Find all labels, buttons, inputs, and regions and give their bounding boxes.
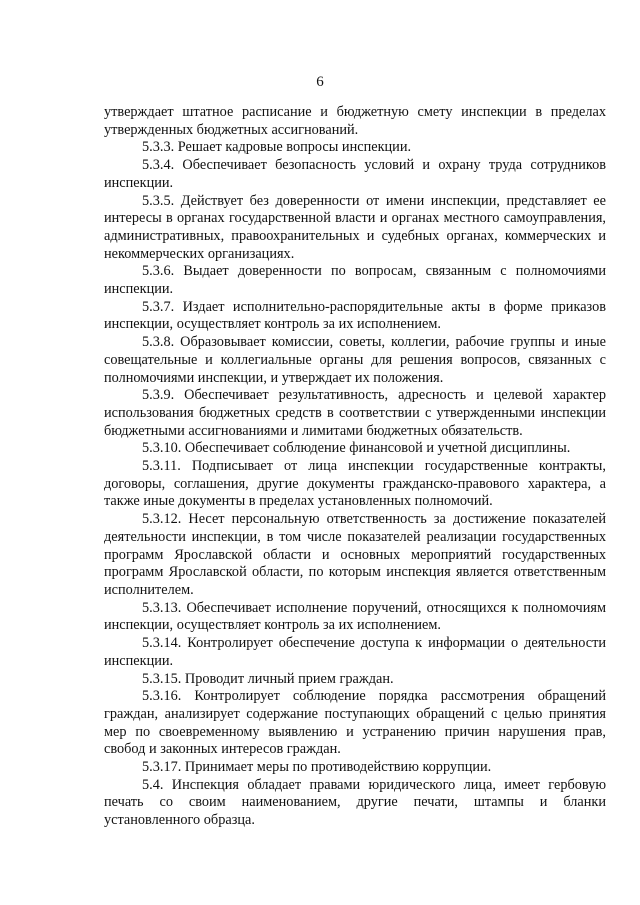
paragraph-5-3-10: 5.3.10. Обеспечивает соблюдение финансовой и учетной дисциплины.	[142, 440, 571, 457]
paragraph-5-3-12: 5.3.12. Несет персональную ответственность за достижение показателей деятельности инспекции, в том числе показателей реализации государственных программ Ярославской области и основных мероприятий государственных программ Ярославской области, по которым инспекция является ответственным исполнителем.	[104, 511, 606, 598]
paragraph-continuation: утверждает штатное расписание и бюджетную смету инспекции в пределах утвержденных бюджетных ассигнований.	[104, 104, 606, 138]
paragraph-5-3-15: 5.3.15. Проводит личный прием граждан.	[142, 670, 394, 687]
page-number: 6	[316, 74, 324, 90]
paragraph-5-3-9: 5.3.9. Обеспечивает результативность, адресность и целевой характер использования бюджетных средств в соответствии с утвержденными инспекции бюджетными ассигнованиями и лимитами бюджетных обязательств.	[104, 387, 606, 439]
paragraph-5-3-7: 5.3.7. Издает исполнительно-распорядительные акты в форме приказов инспекции, осуществляет контроль за их исполнением.	[104, 298, 606, 333]
paragraph-5-3-13: 5.3.13. Обеспечивает исполнение поручений, относящихся к полномочиям инспекции, осуществляет контроль за их исполнением.	[104, 599, 606, 634]
paragraph-5-3-16: 5.3.16. Контролирует соблюдение порядка рассмотрения обращений граждан, анализирует содержание поступающих обращений с целью принятия мер по своевременному выявлению и устранению причин нарушения прав, свобод и законных интересов граждан.	[104, 688, 606, 758]
paragraph-5-3-14: 5.3.14. Контролирует обеспечение доступа к информации о деятельности инспекции.	[104, 635, 606, 669]
paragraph-5-3-11: 5.3.11. Подписывает от лица инспекции государственные контракты, договоры, соглашения, другие документы гражданско-правового характера, а также иные документы в пределах установленных полномочий.	[104, 458, 606, 510]
paragraph-5-3-17: 5.3.17. Принимает меры по противодействию коррупции.	[142, 759, 492, 776]
paragraph-5-4: 5.4. Инспекция обладает правами юридического лица, имеет гербовую печать со своим наименованием, другие печати, штампы и бланки установленного образца.	[104, 776, 606, 829]
paragraph-5-3-4: 5.3.4. Обеспечивает безопасность условий и охрану труда сотрудников инспекции.	[104, 157, 606, 191]
paragraph-5-3-5: 5.3.5. Действует без доверенности от имени инспекции, представляет ее интересы в органах государственной власти и органах местного самоуправления, административных, правоохранительных и судебных органах, коммерческих и некоммерческих организациях.	[104, 192, 606, 262]
paragraph-5-3-3: 5.3.3. Решает кадровые вопросы инспекции.	[142, 139, 412, 156]
paragraph-5-3-6: 5.3.6. Выдает доверенности по вопросам, связанным с полномочиями инспекции.	[104, 263, 606, 298]
paragraph-5-3-8: 5.3.8. Образовывает комиссии, советы, коллегии, рабочие группы и иные совещательные и коллегиальные органы для решения вопросов, связанных с полномочиями инспекции, и утверждает их положения.	[104, 334, 606, 386]
document-body	[104, 104, 606, 830]
